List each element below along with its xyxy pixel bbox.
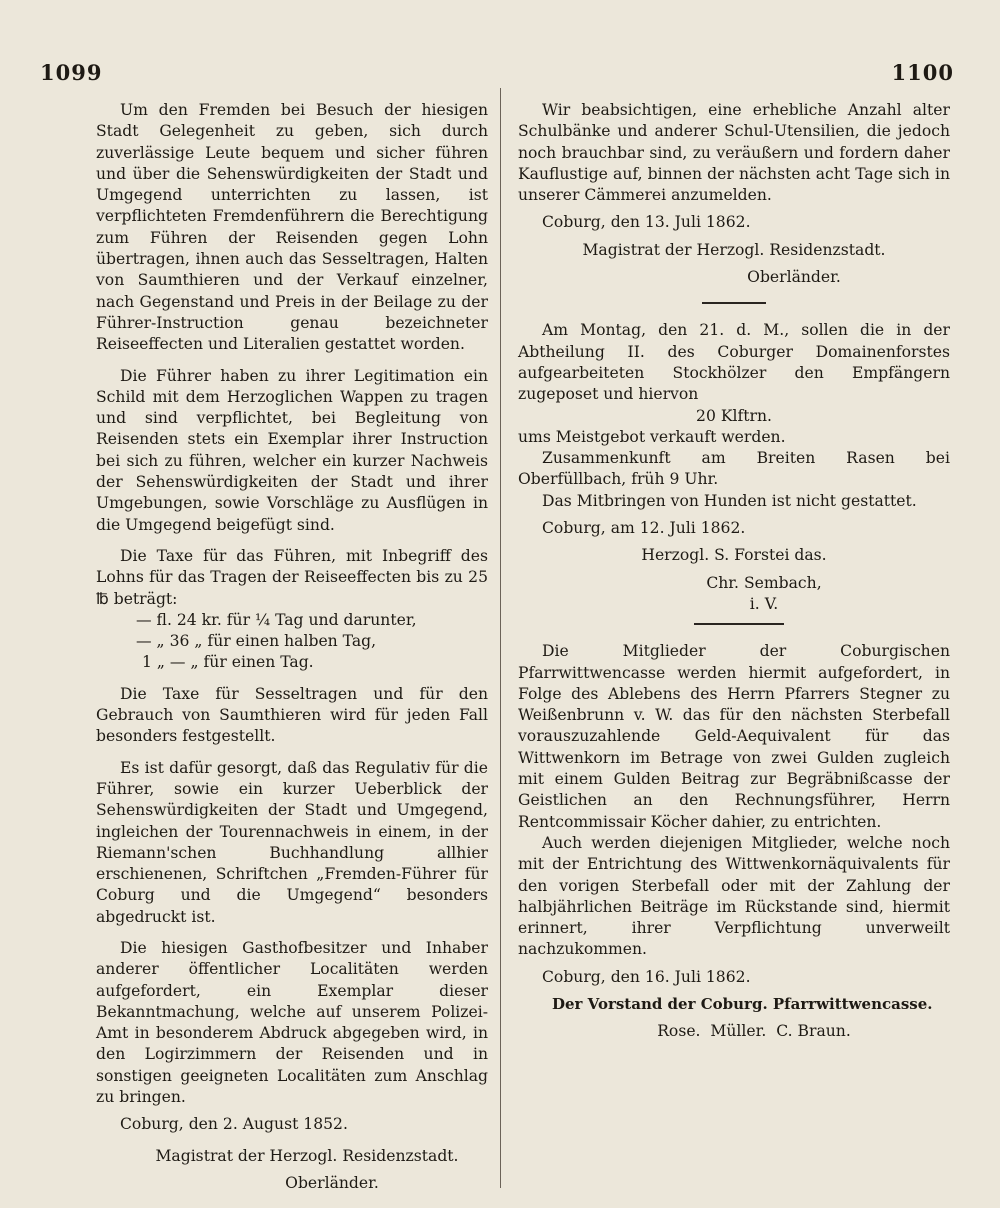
notice2-amount: 20 Klftrn.: [696, 406, 772, 425]
page-number-left: 1099: [40, 60, 103, 85]
notice3-signers: Rose. Müller. C. Braun.: [657, 1022, 851, 1041]
left-paragraph-4: Die Taxe für Sesseltragen und für den Gebrauch von Saumthieren wird für jeden Fall besonders festgestellt.: [96, 684, 488, 746]
left-paragraph-6: Die hiesigen Gasthofbesitzer und Inhaber anderer öffentlicher Localitäten werden aufgefordert, ein Exemplar dieser Bekanntmachung, welche auf unserem Polizei-Amt in besonderem Abdruck abgegeben wird, in den Logirzimmern der Reisenden und in sonstigen geeigneten Localitäten zum Anschlag zu bringen.: [96, 938, 488, 1107]
notice3-text: Die Mitglieder der Coburgischen Pfarrwittwencasse werden hiermit aufgefordert, in Folge des Ablebens des Herrn Pfarrers Stegner zu Weißenbrunn v. W. das für den nächsten Sterbefall vorauszuzahlende Geld-Aequivalent für das Wittwenkorn im Betrage von zwei Gulden zugleich mit einem Gulden Beitrag zur Begräbnißcasse der Geistlichen an den Rechnungsführer, Herrn Rentcommissair Köcher dahier, zu entrichten.: [518, 642, 950, 831]
notice3-date: Coburg, den 16. Juli 1862.: [542, 967, 751, 986]
right-column: [518, 100, 950, 1043]
left-paragraph-1: Um den Fremden bei Besuch der hiesigen Stadt Gelegenheit zu geben, sich durch zuverlässige Leute bequem und sicher führen und über die Sehenswürdigkeiten der Stadt und Umgegend unterrichten zu lassen, ist verpflichteten Fremdenführern die Berechtigung zum Führen der Reisenden gegen Lohn übertragen, ihnen auch das Sesseltragen, Halten von Saumthieren und der Verkauf einzelner, nach Gegenstand und Preis in der Beilage zu der Führer-Instruction genau bezeichneter Reiseeffecten und Literalien gestattet worden.: [96, 101, 488, 354]
tariff-line: 1 „ — „ für einen Tag.: [142, 653, 314, 672]
notice2-date: Coburg, am 12. Juli 1862.: [542, 519, 746, 538]
tariff-line: — fl. 24 kr. für ¼ Tag und darunter,: [136, 610, 417, 629]
notice2-meeting: Zusammenkunft am Breiten Rasen bei Oberfüllbach, früh 9 Uhr.: [518, 449, 950, 489]
notice1-authority: Magistrat der Herzogl. Residenzstadt.: [582, 240, 886, 259]
page-number-right: 1100: [891, 60, 954, 85]
section-divider: [702, 302, 766, 304]
left-date: Coburg, den 2. August 1852.: [120, 1115, 348, 1134]
notice2-text2: ums Meistgebot verkauft werden.: [518, 427, 786, 446]
tariff-line: — „ 36 „ für einen halben Tag,: [136, 632, 377, 651]
left-authority: Magistrat der Herzogl. Residenzstadt.: [155, 1146, 459, 1165]
notice1-date: Coburg, den 13. Juli 1862.: [542, 213, 751, 232]
notice3-text2: Auch werden diejenigen Mitglieder, welche noch mit der Entrichtung des Wittwenkornäquivalents für den vorigen Sterbefall oder mit der Zahlung der halbjährlichen Beiträge im Rückstande sind, hiermit erinnert, ihrer Verpflichtung unverweilt nachzukommen.: [518, 833, 950, 959]
left-paragraph-3: Die Taxe für das Führen, mit Inbegriff des Lohns für das Tragen der Reiseeffecten bis zu 25 ℔ beträgt:: [96, 546, 488, 608]
notice1-text: Wir beabsichtigen, eine erhebliche Anzahl alter Schulbänke und anderer Schul-Utensilien, die jedoch noch brauchbar sind, zu veräußern und fordern daher Kauflustige auf, binnen der nächsten acht Tage sich in unserer Cämmerei anzumelden.: [518, 101, 950, 205]
left-paragraph-5: Es ist dafür gesorgt, daß das Regulativ für die Führer, sowie ein kurzer Ueberblick der Sehenswürdigkeiten der Stadt und Umgegend, ingleichen der Tourennachweis in einem, in der Riemann'schen Buchhandlung allhier erschienenen, Schriftchen „Fremden-Führer für Coburg und die Umgegend“ besonders abgedruckt ist.: [96, 758, 488, 926]
column-divider: [500, 88, 501, 1188]
notice2-text: Am Montag, den 21. d. M., sollen die in der Abtheilung II. des Coburger Domainenforstes aufgearbeiteten Stockhölzer den Empfängern zugeposet und hiervon: [518, 321, 950, 404]
left-paragraph-2: Die Führer haben zu ihrer Legitimation ein Schild mit dem Herzoglichen Wappen zu tragen und sind verpflichtet, bei Begleitung von Reisenden stets ein Exemplar ihrer Instruction bei sich zu führen, welcher ein kurzer Nachweis der Sehenswürdigkeiten der Stadt und ihrer Umgebungen, sowie Vorschläge zu Ausflügen in die Umgegend beigefügt sind.: [96, 366, 488, 534]
notice2-signer-sub: i. V.: [749, 594, 779, 613]
left-signer: Oberländer.: [285, 1173, 379, 1192]
left-column: [96, 100, 488, 1194]
notice3-authority: Der Vorstand der Coburg. Pfarrwittwencasse.: [552, 994, 933, 1013]
notice2-authority: Herzogl. S. Forstei das.: [641, 546, 827, 565]
section-divider: [694, 623, 784, 625]
notice1-signer: Oberländer.: [747, 268, 841, 287]
notice2-dogs: Das Mitbringen von Hunden ist nicht gestattet.: [542, 491, 917, 510]
notice2-signer: Chr. Sembach,: [706, 573, 822, 592]
